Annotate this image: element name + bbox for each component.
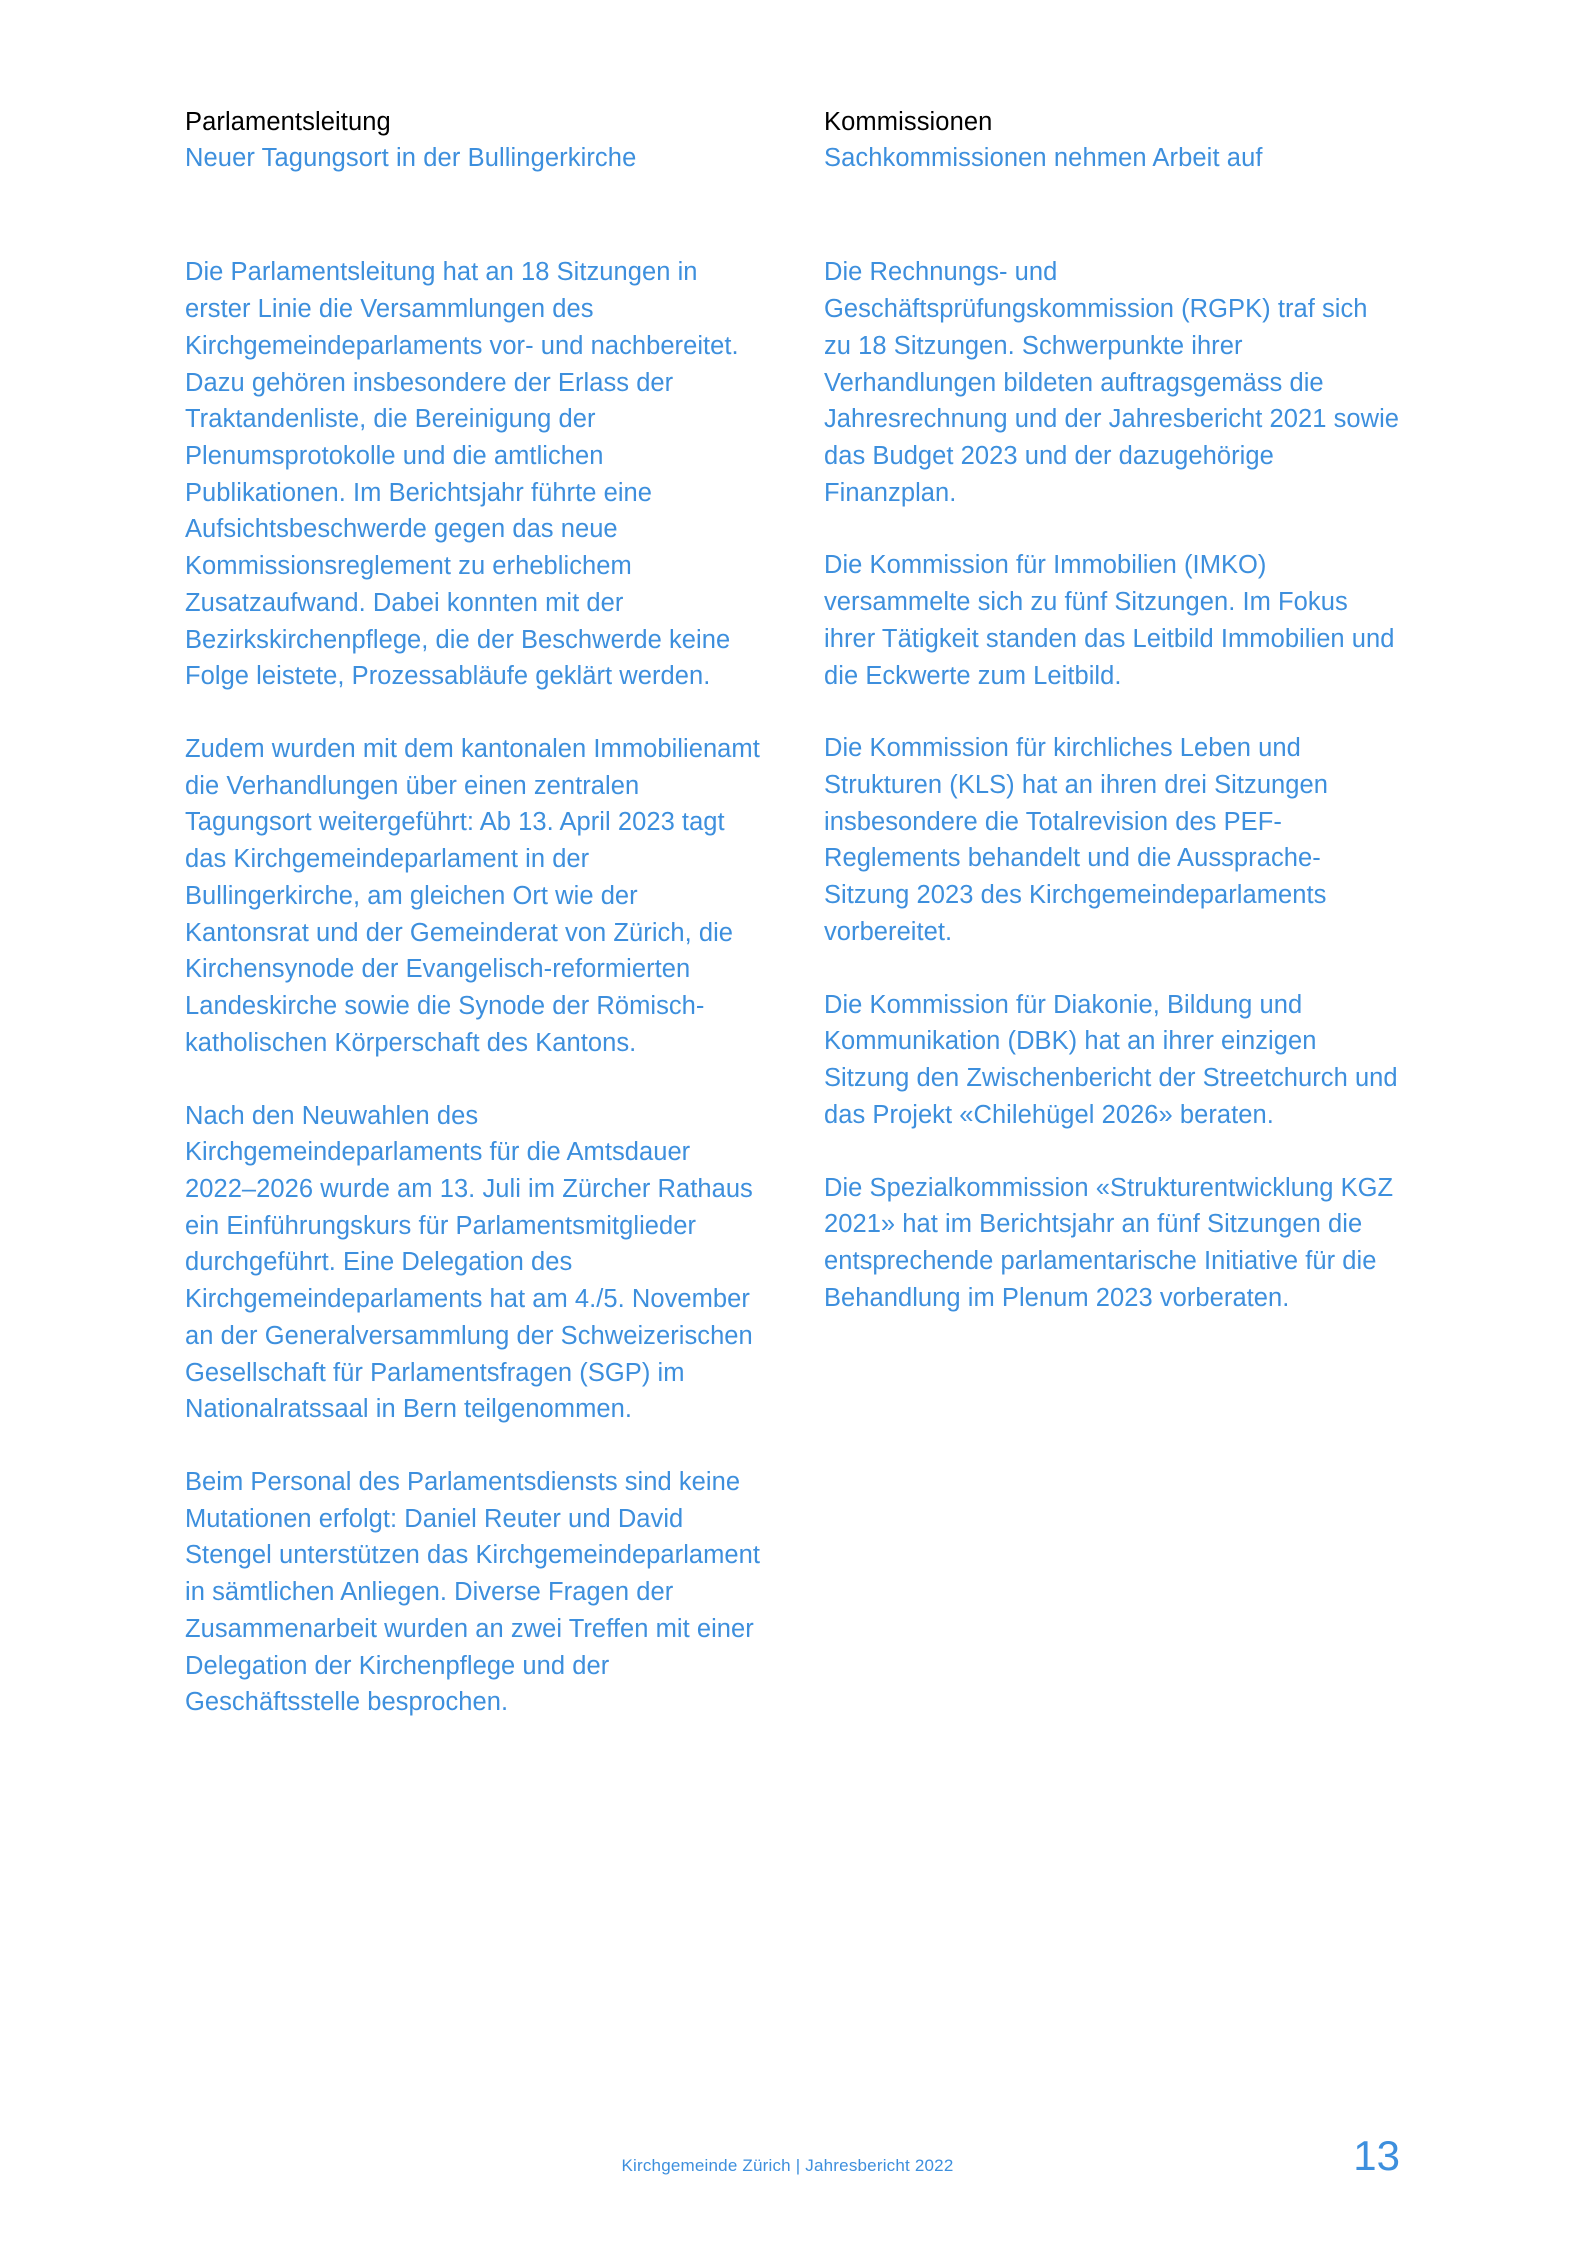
page-footer <box>0 2104 1575 2244</box>
paragraph: Die Spezialkommission «Strukturentwicklung KGZ 2021» hat im Berichtsjahr an fünf Sitzungen die entsprechende parlamentarische Initiative für die Behandlung im Plenum 2023 vorberaten. <box>824 1173 1394 1312</box>
paragraph: Die Kommission für Immobilien (IMKO) versammelte sich zu fünf Sitzungen. Im Fokus ihrer Tätigkeit standen das Leitbild Immobilien und die Eckwerte zum Leitbild. <box>824 551 1395 690</box>
paragraph: Die Parlamentsleitung hat an 18 Sitzungen in erster Linie die Versammlungen des Kirchgemeindeparlaments vor- und nachbereitet. Dazu gehören insbesondere der Erlass der Traktandenliste, die Bereinigung der Plenumsprotokolle und die amtlichen Publikationen. Im Berichtsjahr führte eine Aufsichtsbeschwerde gegen das neue Kommissionsreglement zu erheblichem Zusatzaufwand. Dabei konnten mit der Bezirkskirchenpflege, die der Beschwerde keine Folge leistete, Prozessabläufe geklärt werden. <box>185 258 739 691</box>
footer-text: Kirchgemeinde Zürich | Jahresbericht 2022 <box>621 2156 954 2175</box>
paragraph: Die Rechnungs- und Geschäftsprüfungskommission (RGPK) traf sich zu 18 Sitzungen. Schwerpunkte ihrer Verhandlungen bildeten auftragsgemäss die Jahresrechnung und der Jahresbericht 2021 sowie das Budget 2023 und der dazugehörige Finanzplan. <box>824 258 1400 507</box>
column-left <box>185 104 761 1721</box>
section-kicker: Kommissionen <box>824 108 993 136</box>
content-columns <box>185 104 1400 1721</box>
section-subtitle: Sachkommissionen nehmen Arbeit auf <box>824 144 1263 173</box>
column-right <box>824 104 1400 1721</box>
column-left-header <box>185 104 761 176</box>
paragraph: Zudem wurden mit dem kantonalen Immobilienamt die Verhandlungen über einen zentralen Tagungsort weitergeführt: Ab 13. April 2023 tagt das Kirchgemeindeparlament in der Bullingerkirche, am gleichen Ort wie der Kantonsrat und der Gemeinderat von Zürich, die Kirchensynode der Evangelisch-reformierten Landeskirche sowie die Synode der Römisch-katholischen Körperschaft des Kantons. <box>185 735 760 1057</box>
column-right-header <box>824 104 1400 176</box>
paragraph: Die Kommission für Diakonie, Bildung und Kommunikation (DBK) hat an ihrer einzigen Sitzung den Zwischenbericht der Streetchurch und das Projekt «Chilehügel 2026» beraten. <box>824 990 1398 1129</box>
page-number: 13 <box>1353 2132 1400 2179</box>
column-right-body <box>824 254 1400 1316</box>
paragraph: Nach den Neuwahlen des Kirchgemeindeparlaments für die Amtsdauer 2022–2026 wurde am 13. Juli im Zürcher Rathaus ein Einführungskurs für Parlamentsmitglieder durchgeführt. Eine Delegation des Kirchgemeindeparlaments hat am 4./5. November an der Generalversammlung der Schweizerischen Gesellschaft für Parlamentsfragen (SGP) im Nationalratssaal in Bern teilgenommen. <box>185 1101 753 1424</box>
paragraph: Beim Personal des Parlamentsdiensts sind keine Mutationen erfolgt: Daniel Reuter und David Stengel unterstützen das Kirchgemeindeparlament in sämtlichen Anliegen. Diverse Fragen der Zusammenarbeit wurden an zwei Treffen mit einer Delegation der Kirchenpflege und der Geschäftsstelle besprochen. <box>185 1467 761 1717</box>
section-subtitle: Neuer Tagungsort in der Bullingerkirche <box>185 144 637 173</box>
column-left-body <box>185 254 761 1721</box>
paragraph: Die Kommission für kirchliches Leben und Strukturen (KLS) hat an ihren drei Sitzungen insbesondere die Totalrevision des PEF-Reglements behandelt und die Aussprache-Sitzung 2023 des Kirchgemeindeparlaments vorbereitet. <box>824 734 1328 946</box>
section-kicker: Parlamentsleitung <box>185 108 391 136</box>
